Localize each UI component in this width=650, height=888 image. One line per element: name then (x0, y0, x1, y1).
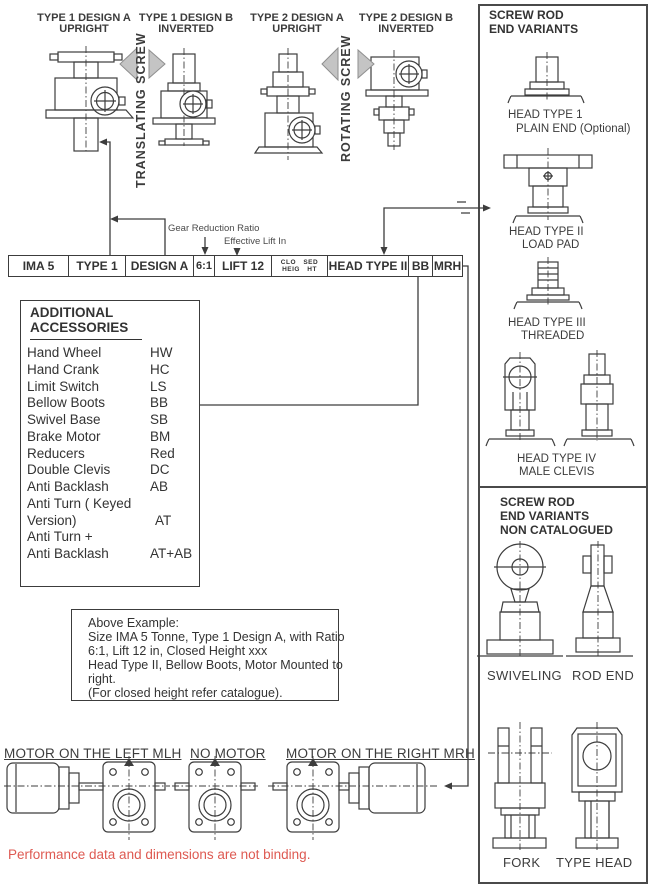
code-cell-type: TYPE 1 (69, 256, 126, 276)
rotating-screw-label: ROTATING SCREW (339, 34, 353, 162)
jack-type2-designA-drawing (255, 48, 322, 160)
accessories-title-underline (30, 339, 142, 340)
accessory-name: Hand Wheel (27, 345, 102, 360)
accessory-name: Double Clevis (27, 462, 111, 478)
example-line: Size IMA 5 Tonne, Type 1 Design A, with Ratio (88, 629, 345, 644)
accessory-code: BB (150, 395, 169, 411)
accessory-row (20, 379, 200, 396)
panel-title-non-catalogued (500, 495, 613, 537)
head-type-2-label: HEAD TYPE II (509, 226, 584, 238)
accessory-name: Anti Backlash (27, 546, 109, 561)
rod-end-label: ROD END (572, 668, 635, 683)
fork-label: FORK (503, 855, 541, 870)
accessories-title-line1: ADDITIONAL (30, 305, 114, 320)
accessory-row (20, 546, 200, 563)
accessory-row (20, 446, 200, 463)
design-label-2-line2: INVERTED (158, 23, 214, 35)
design-label-4-line1: TYPE 2 DESIGN B (358, 12, 454, 24)
rod-end-drawing (566, 541, 633, 657)
code-cell-accessory: BB (409, 256, 433, 276)
accessory-code: BM (150, 428, 171, 444)
accessory-row (20, 345, 200, 362)
translating-screw-label: TRANSLATING SCREW (134, 32, 148, 188)
jack-type1-designA-drawing (46, 46, 133, 153)
accessory-code: LS (150, 378, 167, 394)
example-line: right. (88, 671, 116, 686)
head-type-4-drawing (486, 350, 634, 446)
example-line: Above Example: (88, 616, 180, 630)
code-cell-motor: MRH (433, 259, 462, 273)
head-type-3-sublabel: THREADED (521, 330, 585, 342)
accessory-name: Anti Turn + (27, 529, 93, 545)
accessory-name: Version) (27, 512, 77, 528)
accessory-row (20, 513, 200, 530)
accessory-code: HW (150, 345, 173, 360)
design-label-4-line2: INVERTED (378, 23, 434, 35)
panel-title-catalogued (489, 8, 578, 36)
example-line: 6:1, Lift 12 in, Closed Height xxx (88, 643, 268, 658)
design-label-2-line1: TYPE 1 DESIGN B (138, 12, 234, 24)
accessory-name: Swivel Base (27, 412, 101, 427)
accessories-title (30, 305, 128, 335)
design-label-3-line2: UPRIGHT (272, 23, 322, 35)
accessories-title-line2: ACCESSORIES (30, 320, 129, 335)
swiveling-label: SWIVELING (487, 668, 562, 683)
example-note-box (71, 609, 345, 701)
no-motor-drawing (172, 756, 258, 840)
gear-ratio-annotation: Gear Reduction Ratio (168, 223, 260, 234)
design-label-1-line1: TYPE 1 DESIGN A (37, 12, 131, 24)
accessory-code: DC (150, 462, 170, 478)
panel-title-line2: END VARIANTS (500, 509, 590, 523)
accessory-code: AT+AB (150, 546, 193, 561)
example-line: (For closed height refer catalogue). (88, 685, 283, 700)
triangle-right-icon (149, 50, 165, 78)
accessory-name: Anti Turn ( Keyed (27, 495, 132, 511)
panel-title-line3: NON CATALOGUED (500, 523, 613, 537)
motor-left-drawing (4, 756, 170, 840)
design-label-4 (350, 13, 462, 35)
design-label-1 (28, 13, 140, 35)
order-code-bar (8, 255, 463, 277)
design-label-3 (240, 13, 354, 35)
code-cell-closed-height (272, 256, 328, 276)
accessory-row (20, 362, 200, 379)
head-type-1-sublabel: PLAIN END (Optional) (516, 123, 631, 135)
accessory-code: SB (150, 412, 169, 427)
motor-right-drawing (268, 756, 438, 840)
head-type-3-drawing (514, 257, 582, 309)
motor-left-label: MOTOR ON THE LEFT MLH (4, 746, 182, 761)
accessory-name: Limit Switch (27, 378, 100, 394)
jack-type2-designB-drawing (366, 50, 428, 150)
code-cell-head-type: HEAD TYPE II (328, 256, 409, 276)
accessory-row (20, 395, 200, 412)
head-type-4-label: HEAD TYPE IV (517, 453, 597, 465)
accessory-code: HC (150, 361, 170, 377)
triangle-right-icon (358, 50, 374, 78)
code-cell-design: DESIGN A (126, 256, 194, 276)
triangle-left-icon (322, 48, 338, 80)
panel-title-line1: SCREW ROD (489, 8, 564, 22)
accessory-name: Anti Backlash (27, 479, 109, 494)
closed-height-line1: CLO SED (280, 258, 319, 266)
fork-head-drawing (488, 722, 622, 850)
accessory-row (20, 462, 200, 479)
accessory-code: Red (150, 445, 175, 461)
panel-title-line2: END VARIANTS (489, 22, 579, 36)
code-cell-size: IMA 5 (9, 256, 69, 276)
head-type-1-label: HEAD TYPE 1 (508, 109, 583, 121)
accessory-row (20, 412, 200, 429)
accessory-row (20, 529, 200, 546)
accessory-name: Hand Crank (27, 361, 100, 377)
accessory-code: AT (155, 512, 172, 528)
code-cell-ratio: 6:1 (194, 256, 215, 276)
closed-height-line2: HEIG HT (282, 266, 317, 273)
head-type-2-sublabel: LOAD PAD (522, 239, 580, 251)
disclaimer-note: Performance data and dimensions are not binding. (8, 847, 311, 862)
head-type-3-label: HEAD TYPE III (508, 317, 586, 329)
accessories-list (20, 345, 200, 563)
accessory-name: Reducers (27, 445, 85, 461)
no-motor-label: NO MOTOR (190, 746, 266, 761)
lift-annotation: Effective Lift In (224, 236, 287, 247)
swiveling-head-drawing (477, 541, 563, 657)
accessory-row (20, 479, 200, 496)
code-cell-lift: LIFT 12 (215, 256, 272, 276)
accessory-row (20, 496, 200, 513)
motor-right-label: MOTOR ON THE RIGHT MRH (286, 746, 475, 761)
example-line: Head Type II, Bellow Boots, Motor Mounted to (88, 657, 343, 672)
fork-type-head-label: TYPE HEAD (556, 855, 633, 870)
accessory-row (20, 429, 200, 446)
head-type-2-drawing (504, 148, 592, 223)
head-type-4-sublabel: MALE CLEVIS (519, 466, 595, 478)
accessory-code: AB (150, 479, 169, 494)
design-label-1-line2: UPRIGHT (59, 23, 109, 35)
accessory-name: Brake Motor (27, 428, 101, 444)
panel-title-line1: SCREW ROD (500, 495, 575, 509)
head-type-1-drawing (508, 52, 584, 103)
design-label-3-line1: TYPE 2 DESIGN A (250, 12, 344, 24)
accessory-name: Bellow Boots (27, 395, 106, 411)
